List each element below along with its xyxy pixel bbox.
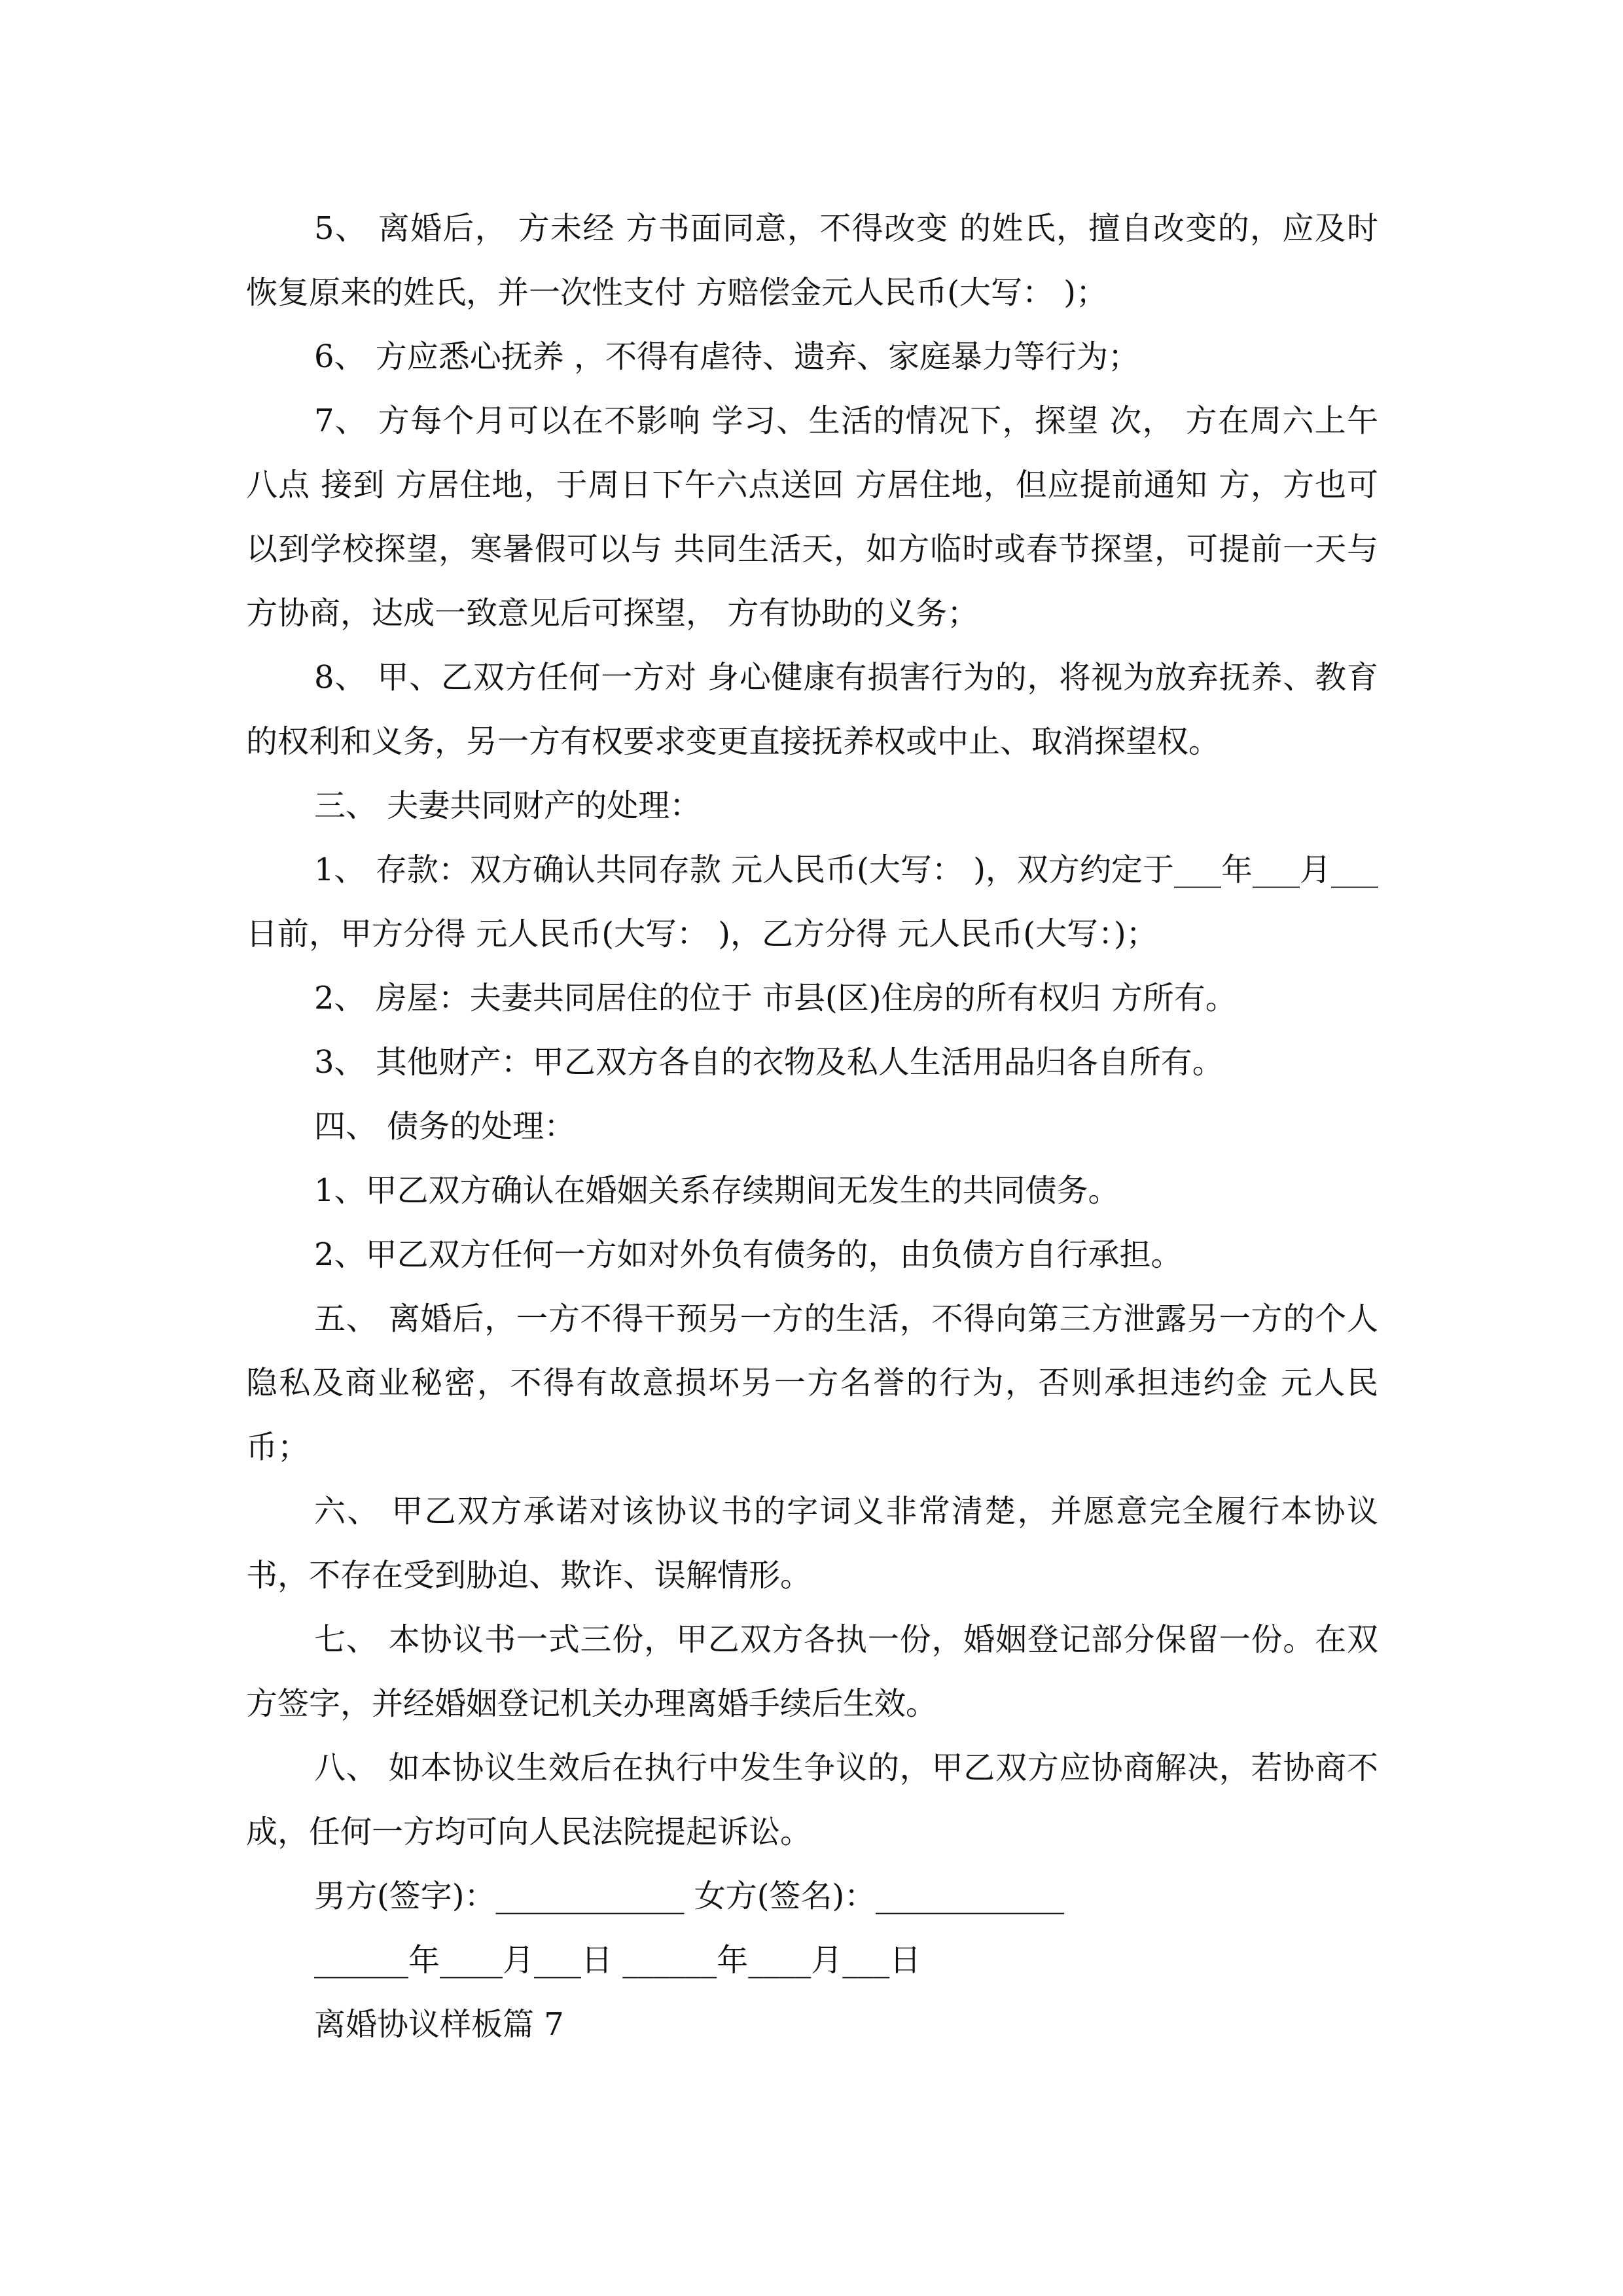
paragraph-clause-7: 7、 方每个月可以在不影响 学习、生活的情况下，探望 次， 方在周六上午八点 接到 方居住地，于周日下午六点送回 方居住地，但应提前通知 方，方也可以到学校探望，寒暑假可以与 共同生活天，如方临时或春节探望，可提前一天与 方协商，达成一致意见后可探望， 方有协助的义务； [246,403,1389,632]
section-heading-property: 三、 夫妻共同财产的处理： [314,787,702,824]
paragraph-debt-2: 2、甲乙双方任何一方如对外负有债务的，由负债方自行承担。 [314,1236,1183,1273]
next-section-title: 离婚协议样板篇 7 [314,2006,564,2043]
date-line: ______年____月___日 ______年____月___日 [314,1942,921,1979]
paragraph-section-6: 六、 甲乙双方承诺对该协议书的字词义非常清楚，并愿意完全履行本协议书，不存在受到胁迫、欺诈、误解情形。 [246,1493,1378,1594]
paragraph-section-5: 五、 离婚后，一方不得干预另一方的生活，不得向第三方泄露另一方的个人隐私及商业秘密，不得有故意损坏另一方名誉的行为，否则承担违约金 元人民币； [246,1300,1378,1465]
document-page [246,196,1389,2056]
section-heading-debts: 四、 债务的处理： [314,1108,576,1145]
paragraph-deposits: 1、 存款：双方确认共同存款 元人民币(大写： )，双方约定于___年___月___日前，甲方分得 元人民币(大写： )，乙方分得 元人民币(大写：)； [246,852,1378,952]
signature-line: 男方(签字)：____________ 女方(签名)：____________ [314,1878,1065,1914]
paragraph-section-7: 七、 本协议书一式三份，甲乙双方各执一份，婚姻登记部分保留一份。在双方签字，并经婚姻登记机关办理离婚手续后生效。 [246,1621,1378,1722]
paragraph-clause-6: 6、 方应悉心抚养 ，不得有虐待、遗弃、家庭暴力等行为； [314,338,1140,375]
paragraph-section-8: 八、 如本协议生效后在执行中发生争议的，甲乙双方应协商解决，若协商不成，任何一方均可向人民法院提起诉讼。 [246,1749,1378,1850]
paragraph-other-property: 3、 其他财产：甲乙双方各自的衣物及私人生活用品归各自所有。 [314,1044,1224,1081]
paragraph-debt-1: 1、甲乙双方确认在婚姻关系存续期间无发生的共同债务。 [314,1172,1120,1209]
paragraph-clause-5: 5、 离婚后， 方未经 方书面同意，不得改变 的姓氏，擅自改变的，应及时恢复原来的姓氏，并一次性支付 方赔偿金元人民币(大写： )； [246,210,1378,311]
paragraph-house: 2、 房屋：夫妻共同居住的位于 市县(区)住房的所有权归 方所有。 [314,980,1237,1016]
paragraph-clause-8: 8、 甲、乙双方任何一方对 身心健康有损害行为的，将视为放弃抚养、教育的权利和义务，另一方有权要求变更直接抚养权或中止、取消探望权。 [246,659,1378,760]
